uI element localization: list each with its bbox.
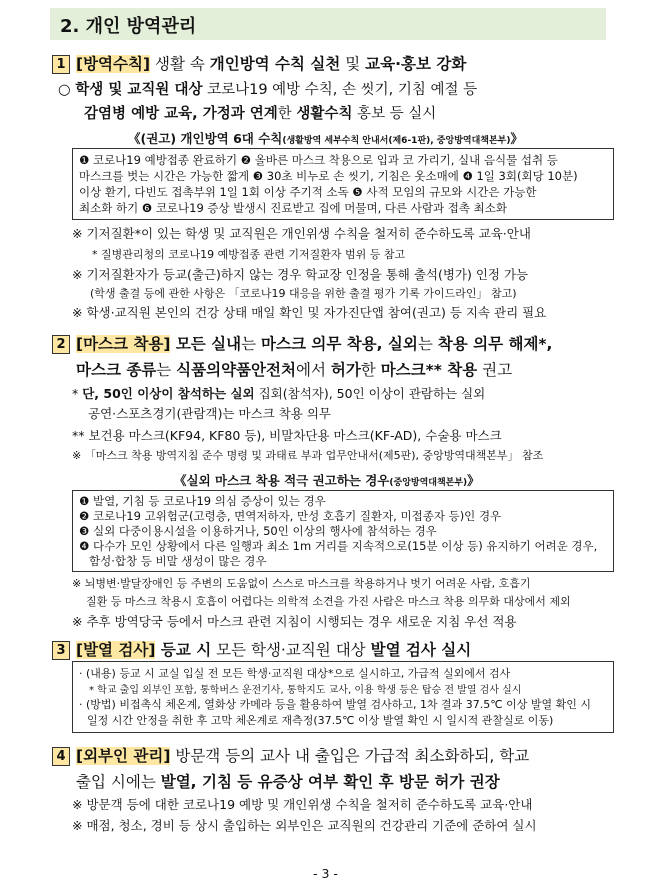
s2-reference-note: ※ 「마스크 착용 방역지침 준수 명령 및 과태료 부과 업무안내서(제5판), 중앙방역대책본부」 참조 [72,449,544,462]
s1-box-line: ❶ 코로나19 예방접종 완료하기 ❷ 올바른 마스크 착용으로 입과 코 가리기, 실내 음식물 섭취 등 [79,153,558,167]
page-number: - 3 - [313,866,338,881]
s1-note: ※ 기저질환*이 있는 학생 및 교직원은 개인위생 수칙을 철저히 준수하도록 교육·안내 [72,226,531,241]
s1-box-line: 이상 환기, 다빈도 접촉부위 1일 1회 이상 주기적 소독 ❺ 사적 모임의 규모와 시간은 가능한 [79,185,537,199]
s2-note: ※ 뇌병변·발달장애인 등 주변의 도움없이 스스로 마스크를 착용하거나 벗기 어려운 사람, 호흡기 [72,577,531,590]
s1-bullet-line1: ○ 학생 및 교직원 대상 코로나19 예방 수칙, 손 씻기, 기침 예절 등 [58,82,478,98]
s3-details-box [72,661,614,733]
s4-note: ※ 방문객 등에 대한 코로나19 예방 및 개인위생 수칙을 철저히 준수하도록 교육·안내 [72,797,533,812]
s2-star-note-cont: 공연·스포츠경기(관람객)는 마스크 착용 의무 [88,406,331,421]
s3-box-line: · (내용) 등교 시 교실 입실 전 모든 학생·교직원 대상*으로 실시하고, 가급적 실외에서 검사 [79,667,511,680]
s4-note: ※ 매점, 청소, 경비 등 상시 출입하는 외부인은 교직원의 건강관리 기준에 준하여 실시 [72,818,537,833]
s4-number: 4 [52,747,70,766]
s1-box-line: 마스크를 벗는 시간은 가능한 짧게 ❸ 30초 비누로 손 씻기, 기침은 옷소매에 ❹ 1일 3회(회당 10분) [79,169,578,183]
circle-bullet-icon: ○ [58,82,76,98]
s2-box-caption: 《실외 마스크 착용 적극 권고하는 경우(중앙방역대책본부)》 [174,473,480,488]
s2-box-line: ❸ 실외 다중이용시설을 이용하거나, 50인 이상의 행사에 참석하는 경우 [79,524,437,538]
s1-bullet-line2: 감염병 예방 교육, 가정과 연계한 생활수칙 홍보 등 실시 [84,106,437,122]
s4-tag: [외부인 관리] [76,747,171,765]
s3-heading: 3 [발열 검사] 등교 시 모든 학생·교직원 대상 발열 검사 실시 [52,638,471,660]
s1-heading: 1 [방역수칙] 생활 속 개인방역 수칙 실천 및 교육·홍보 강화 [52,52,466,74]
s1-box-line: 최소화 하기 ❻ 코로나19 증상 발생시 진료받고 집에 머물며, 다른 사람과 접촉 최소화 [79,201,507,215]
s2-heading-line1: 2 [마스크 착용] 모든 실내는 마스크 의무 착용, 실외는 착용 의무 해제*, [52,332,552,354]
s1-number: 1 [52,55,70,74]
s1-note: (학생 출결 등에 관한 사항은 「코로나19 대응을 위한 출결 평가 기록 가이드라인」 참고) [90,287,517,300]
s2-rules-box [72,490,614,572]
s3-box-line: · (방법) 비접촉식 체온계, 열화상 카메라 등을 활용하여 발열 검사하고, 1차 결과 37.5℃ 이상 발열 확인 시 [79,698,592,711]
s2-box-line: ❶ 발열, 기침 등 코로나19 의심 증상이 있는 경우 [79,494,326,508]
s1-box-caption: 《(권고) 개인방역 6대 수칙(생활방역 세부수칙 안내서(제6-1판), 중앙방역대책본부)》 [128,131,523,146]
section-title: 2. 개인 방역관리 [60,16,197,37]
s2-box-line: ❹ 다수가 모인 상황에서 다른 일행과 최소 1m 거리를 지속적으로(15분 이상 등) 유지하기 어려운 경우, [79,539,598,553]
s2-star-note: * 단, 50인 이상이 참석하는 실외 집회(참석자), 50인 이상이 관람하는 실외 [72,386,486,401]
s3-box-line: * 학교 출입 외부인 포함, 통학버스 운전기사, 통학지도 교사, 이용 학생 등은 탑승 전 발열 검사 실시 [89,685,522,696]
s4-heading-line1: 4 [외부인 관리] 방문객 등의 교사 내 출입은 가급적 최소화하되, 학교 [52,744,529,766]
s3-number: 3 [52,641,70,660]
s4-heading-line2: 출입 시에는 발열, 기침 등 유증상 여부 확인 후 방문 허가 권장 [76,773,500,791]
s2-number: 2 [52,335,70,354]
s2-star-note: ** 보건용 마스크(KF94, KF80 등), 비말차단용 마스크(KF-AD), 수술용 마스크 [72,428,502,443]
s1-tag: [방역수칙] [76,55,151,73]
s3-box-line: 일정 시간 안정을 취한 후 고막 체온계로 재측정(37.5℃ 이상 발열 확인 시 일시적 관찰실로 이동) [87,714,554,727]
s1-note: ※ 학생·교직원 본인의 건강 상태 매일 확인 및 자가진단앱 참여(권고) 등 지속 관리 필요 [72,305,547,320]
s2-note: ※ 추후 방역당국 등에서 마스크 관련 지침이 시행되는 경우 새로운 지침 우선 적용 [72,614,517,629]
s2-box-line: ❷ 코로나19 고위험군(고령층, 면역저하자, 만성 호흡기 질환자, 미접종자 등)인 경우 [79,509,502,523]
s2-note: 질환 등 마스크 착용시 호흡이 어렵다는 의학적 소견을 가진 사람은 마스크 착용 의무화 대상에서 제외 [86,595,571,608]
s1-note: ※ 기저질환자가 등교(출근)하지 않는 경우 학교장 인정을 통해 출석(병가) 인정 가능 [72,267,529,282]
s3-tag: [발열 검사] [76,641,156,659]
s1-note: * 질병관리청의 코로나19 예방접종 관련 기저질환자 범위 등 참고 [92,248,406,261]
s2-tag: [마스크 착용] [76,335,171,353]
s2-heading-line2: 마스크 종류는 식품의약품안전처에서 허가한 마스크** 착용 권고 [76,361,513,379]
s2-box-line: 함성·합창 등 비말 생성이 많은 경우 [89,554,267,568]
s1-rules-box [72,148,614,220]
